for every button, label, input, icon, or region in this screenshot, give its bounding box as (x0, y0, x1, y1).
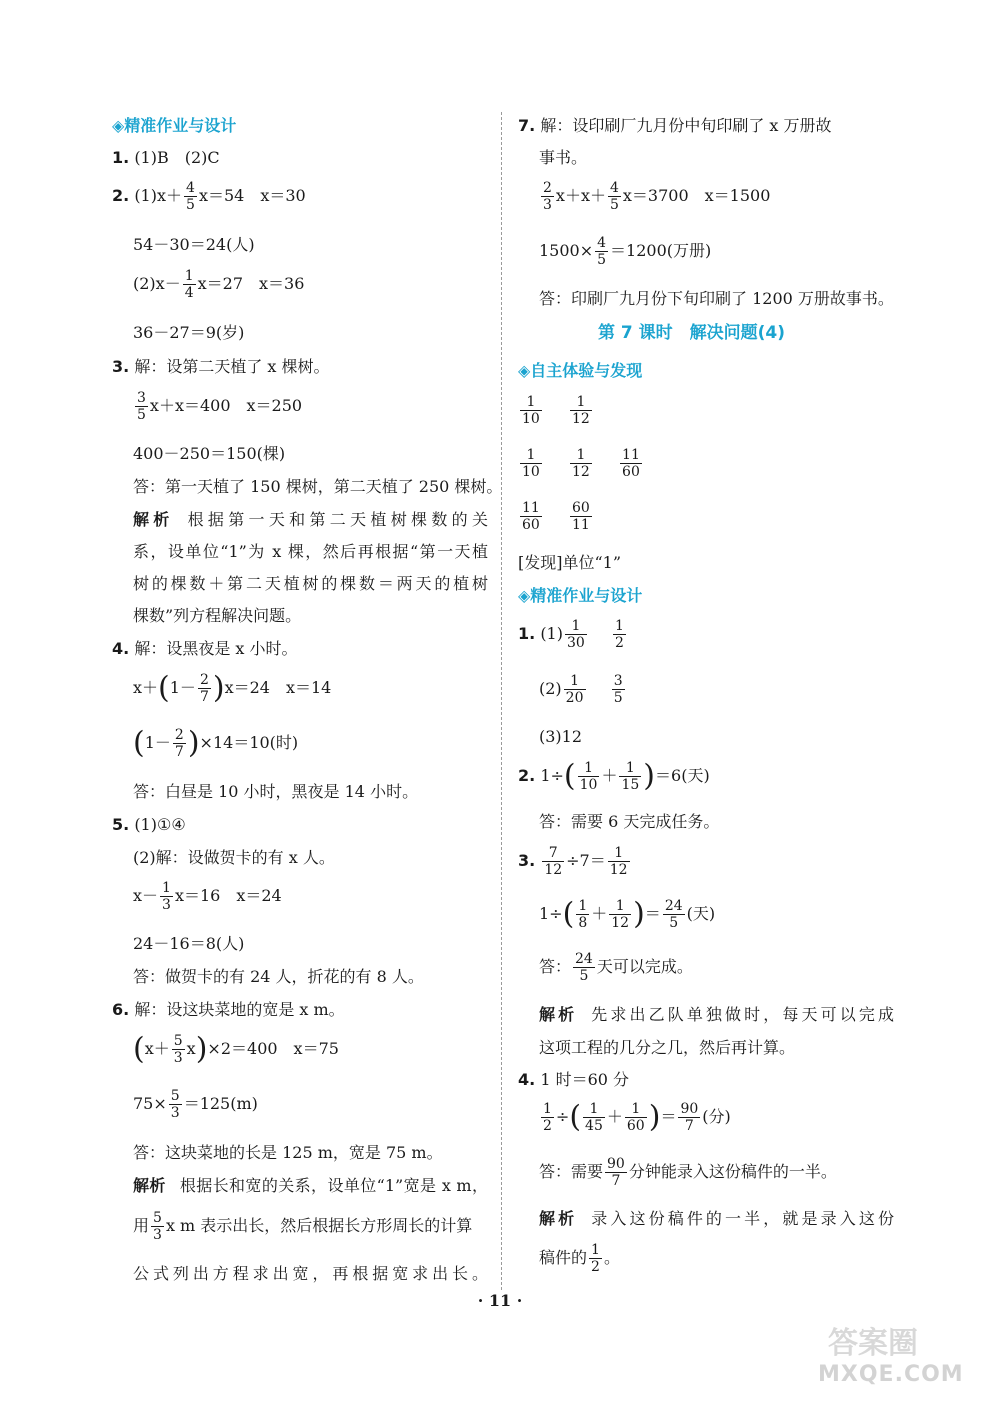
analysis-label: 解析 (133, 510, 174, 529)
fraction: $\frac{24}{5}$ (575, 951, 593, 985)
fraction: $\frac{1}{45}$ (585, 1101, 603, 1135)
q3-equation: $\frac{3}{5}$ x＋x＝400 x＝250 (137, 390, 303, 424)
fraction: $\frac{4}{5}$ (597, 235, 607, 269)
question-number: 5. (112, 815, 130, 834)
p4-line1: 4. 1 时＝60 分 (518, 1070, 630, 1089)
section-heading: ◈自主体验与发现 (518, 361, 643, 380)
discovery-finding: [发现]单位“1” (518, 553, 622, 572)
question-number: 3. (518, 851, 536, 871)
fraction: $\frac{1}{2}$ (591, 1242, 600, 1276)
q7-answer: 答：印刷厂九月份下旬印刷了 1200 万册故事书。 (539, 289, 894, 308)
fraction: $\frac{1}{12}$ (572, 394, 590, 428)
question-number: 2. (518, 766, 536, 786)
p2-answer: 答：需要 6 天完成任务。 (539, 812, 720, 831)
q4-equation: x＋(1－ $\frac{2}{7}$ )x＝24 x＝14 (133, 670, 332, 706)
p3-analysis-1: 解析 先求出乙队单独做时，每天可以完成 (539, 1005, 894, 1024)
question-number: 7. (518, 116, 536, 135)
fraction: $\frac{11}{60}$ (522, 500, 540, 534)
section-heading: ◈精准作业与设计 (518, 586, 643, 605)
fraction: $\frac{1}{2}$ (615, 618, 624, 652)
q3-answer: 答：第一天植了 150 棵树，第二天植了 250 棵树。 (133, 477, 503, 496)
p4-equation: $\frac{1}{2}$ ÷( $\frac{1}{45}$ ＋ $\frac{1}{60}$ )＝ $\frac{90}{7}$ (分) (543, 1099, 731, 1135)
fraction: $\frac{1}{10}$ (522, 447, 540, 481)
q7-line2: 事书。 (539, 148, 588, 167)
analysis-label: 解析 (133, 1176, 166, 1195)
q3-analysis-1: 解析 根据第一天和第二天植树棵数的关 (133, 510, 488, 529)
section-heading: ◈精准作业与设计 (112, 116, 237, 135)
q2-line4: 36－27＝9(岁) (133, 323, 245, 342)
q7-line4: 1500× $\frac{4}{5}$ ＝1200(万册) (539, 235, 712, 269)
fraction: $\frac{1}{20}$ (565, 673, 584, 707)
lesson-title: 第 7 课时 解决问题(4) (598, 323, 786, 343)
fraction: $\frac{11}{60}$ (622, 447, 640, 481)
fraction: $\frac{1}{4}$ (184, 268, 194, 302)
fraction: $\frac{90}{7}$ (607, 1156, 625, 1190)
fraction: $\frac{90}{7}$ (680, 1101, 699, 1135)
q1 (112, 148, 220, 168)
q6-line3: 75× $\frac{5}{3}$ ＝125(m) (133, 1088, 258, 1122)
p3-analysis-2: 这项工程的几分之几，然后再计算。 (539, 1038, 796, 1057)
p1-line1: 1. (1) $\frac{1}{30}$ $\frac{1}{2}$ (518, 618, 624, 652)
discovery-row-3 (518, 500, 594, 533)
question-number: 6. (112, 1000, 130, 1019)
watermark-site-text: MXQE.COM (818, 1362, 964, 1387)
p3-answer: 答： $\frac{24}{5}$ 天可以完成。 (539, 951, 693, 985)
question-number: 1. (518, 624, 536, 644)
q4-answer: 答：白昼是 10 小时，黑夜是 14 小时。 (133, 782, 419, 801)
q3-analysis-2: 系，设单位“1”为 x 棵，然后再根据“第一天植 (133, 542, 488, 561)
p3-line1: 3. $\frac{7}{12}$ ÷7＝ $\frac{1}{12}$ (518, 845, 628, 879)
fraction: $\frac{60}{11}$ (572, 500, 590, 534)
question-number: 2. (112, 186, 130, 206)
q1-answer: (1)B (2)C (134, 148, 220, 167)
fraction: $\frac{24}{5}$ (664, 898, 683, 932)
q5-equation: x－ $\frac{1}{3}$ x＝16 x＝24 (133, 880, 282, 914)
fraction: $\frac{1}{10}$ (522, 394, 540, 428)
expr: (1)x＋ (134, 186, 183, 206)
discovery-row-1 (518, 394, 594, 427)
p3-line2: 1÷( $\frac{1}{8}$ ＋ $\frac{1}{12}$ )＝ $\frac{24}{5}$ (天) (539, 896, 716, 932)
q2-line3: (2)x－ $\frac{1}{4}$ x＝27 x＝36 (133, 268, 305, 302)
column-divider (501, 112, 502, 1290)
q3-analysis-4: 棵数”列方程解决问题。 (133, 606, 302, 625)
expr: x＝54 x＝30 (198, 186, 306, 206)
fraction: $\frac{2}{3}$ (543, 180, 552, 214)
question-number: 4. (518, 1070, 536, 1089)
fraction: $\frac{3}{5}$ (137, 390, 146, 424)
q3-analysis-3: 树的棵数＋第二天植树的棵数＝两天的植树 (133, 574, 488, 593)
question-number: 3. (112, 357, 130, 376)
q5-line1: 5. (1)①④ (112, 815, 186, 834)
q4-line1: 4. 解：设黑夜是 x 小时。 (112, 639, 298, 658)
fraction: $\frac{4}{5}$ (609, 180, 619, 214)
p1-line3: (3)12 (539, 727, 583, 746)
q6-analysis-1: 解析 根据长和宽的关系，设单位“1”宽是 x m， (133, 1176, 488, 1195)
p4-analysis-1: 解析 录入这份稿件的一半，就是录入这份 (539, 1209, 894, 1228)
q5-answer: 答：做贺卡的有 24 人，折花的有 8 人。 (133, 967, 424, 986)
fraction: $\frac{1}{2}$ (543, 1101, 552, 1135)
q6-line1: 6. 解：设这块菜地的宽是 x m。 (112, 1000, 345, 1019)
p4-analysis-2: 稿件的 $\frac{1}{2}$ 。 (539, 1242, 620, 1276)
fraction: $\frac{3}{5}$ (613, 673, 623, 707)
fraction: $\frac{7}{12}$ (544, 845, 563, 879)
analysis-label: 解析 (539, 1209, 578, 1228)
fraction: $\frac{1}{12}$ (611, 898, 630, 932)
p4-answer: 答：需要 $\frac{90}{7}$ 分钟能录入这份稿件的一半。 (539, 1156, 837, 1190)
fraction: $\frac{1}{30}$ (566, 618, 585, 652)
analysis-label: 解析 (539, 1005, 578, 1024)
q6-answer: 答：这块菜地的长是 125 m，宽是 75 m。 (133, 1143, 443, 1162)
fraction: $\frac{1}{60}$ (626, 1101, 645, 1135)
fraction: $\frac{5}{3}$ (153, 1210, 162, 1244)
discovery-row-2 (518, 447, 644, 480)
q6-analysis-3: 公式列出方程求出宽，再根据宽求出长。 (133, 1264, 488, 1283)
fraction: $\frac{2}{7}$ (199, 672, 209, 706)
q6-equation: (x＋ $\frac{5}{3}$ x)×2＝400 x＝75 (133, 1031, 339, 1067)
q2-line1 (112, 180, 306, 213)
p1-line2: (2) $\frac{1}{20}$ $\frac{3}{5}$ (539, 673, 623, 707)
fraction: $\frac{1}{10}$ (579, 760, 598, 794)
q4-line3: (1－ $\frac{2}{7}$ )×14＝10(时) (133, 725, 299, 761)
page-number: · 11 · (477, 1291, 523, 1310)
fraction: $\frac{1}{12}$ (609, 845, 628, 879)
q5-line4: 24－16＝8(人) (133, 934, 245, 953)
q2-line2: 54－30＝24(人) (133, 235, 255, 254)
fraction: $\frac{5}{3}$ (170, 1088, 180, 1122)
q7-line1: 7. 解：设印刷厂九月份中旬印刷了 x 万册故 (518, 116, 832, 135)
q6-analysis-2: 用 $\frac{5}{3}$ x m 表示出长，然后根据长方形周长的计算 (133, 1210, 473, 1244)
fraction: $\frac{5}{3}$ (173, 1033, 183, 1067)
p2-equation: 2. 1÷( $\frac{1}{10}$ ＋ $\frac{1}{15}$ )＝6(天) (518, 758, 710, 794)
q7-equation: $\frac{2}{3}$ x＋x＋ $\frac{4}{5}$ x＝3700 x＝1500 (543, 180, 771, 214)
q3-line1: 3. 解：设第二天植了 x 棵树。 (112, 357, 330, 376)
fraction: $\frac{4}{5}$ (186, 180, 195, 214)
q3-line3: 400－250＝150(棵) (133, 444, 286, 463)
fraction: $\frac{1}{15}$ (621, 760, 640, 794)
q5-line2: (2)解：设做贺卡的有 x 人。 (133, 848, 335, 867)
question-number: 1. (112, 148, 130, 167)
question-number: 4. (112, 639, 130, 658)
fraction: $\frac{1}{8}$ (578, 898, 588, 932)
watermark-logo (818, 1318, 988, 1398)
fraction: $\frac{1}{12}$ (572, 447, 590, 481)
fraction: $\frac{1}{3}$ (162, 880, 171, 914)
watermark-logo-text: 答案圈 (828, 1326, 918, 1361)
fraction: $\frac{2}{7}$ (174, 727, 184, 761)
